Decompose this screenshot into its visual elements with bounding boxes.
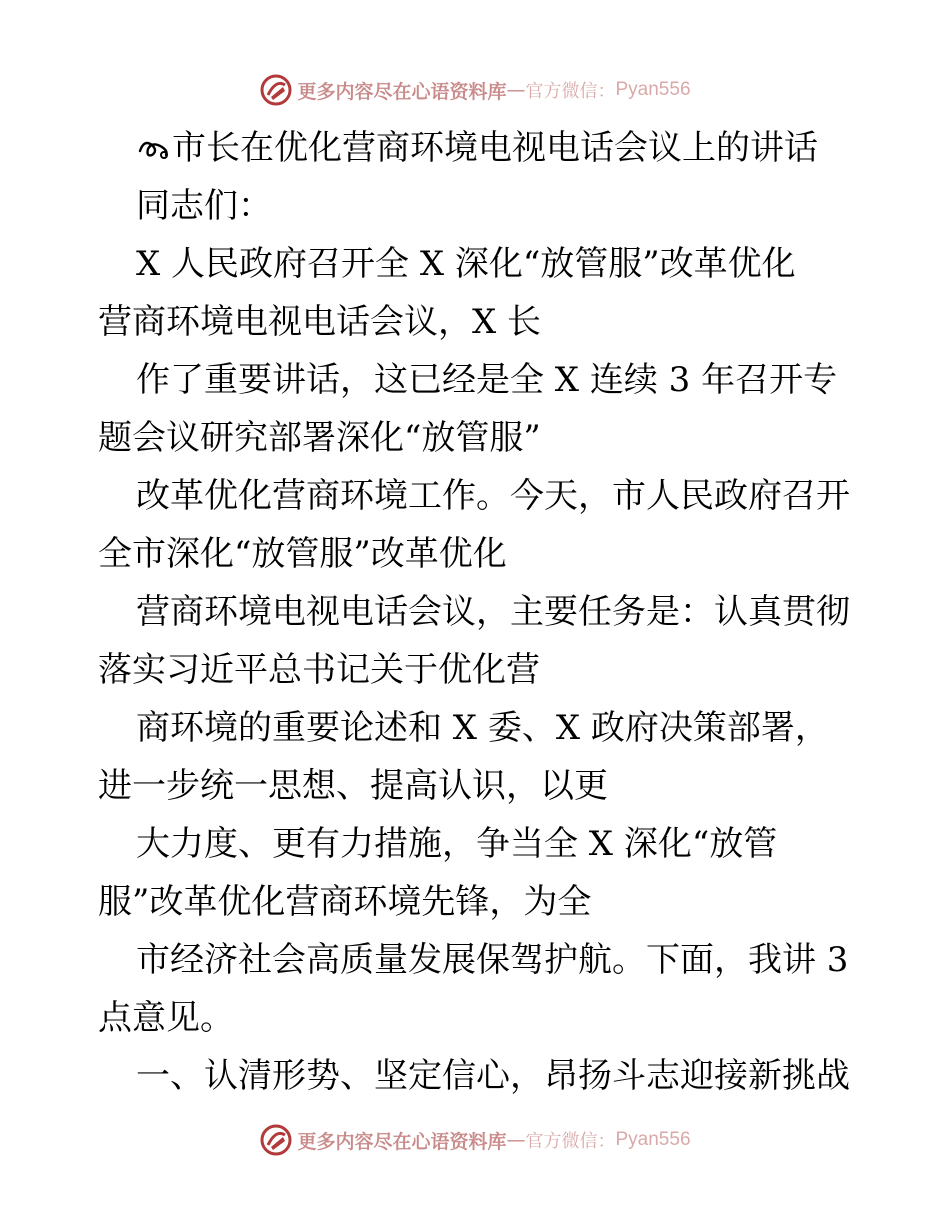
book-logo-icon (259, 1123, 293, 1157)
text-line: 改革优化营商环境工作。今天，市人民政府召开 (136, 476, 850, 516)
text-line: 题会议研究部署深化“放管服” (98, 418, 541, 458)
text-line: 营商环境电视电话会议，X 长 (98, 302, 542, 342)
watermark-dash: — (506, 1129, 526, 1151)
document-title-line (0, 128, 950, 168)
text-line: 全市深化“放管服”改革优化 (98, 534, 507, 574)
section-heading: 一、认清形势、坚定信心，昂扬斗志迎接新挑战 (136, 1056, 850, 1096)
text-line: 作了重要讲话，这已经是全 X 连续 3 年召开专 (136, 360, 838, 400)
watermark-id: Pyan556 (615, 1129, 691, 1150)
watermark-id: Pyan556 (615, 79, 691, 100)
watermark-header (0, 70, 950, 110)
watermark-label: 官方微信： (525, 1131, 616, 1152)
document-title: 市长在优化营商环境电视电话会议上的讲话 (172, 128, 818, 168)
text-line: 大力度、更有力措施，争当全 X 深化“放管 (136, 824, 778, 864)
text-line: 服”改革优化营商环境先锋，为全 (98, 882, 592, 922)
watermark-dash: — (506, 79, 526, 101)
book-logo-icon (259, 73, 293, 107)
text-line: 落实习近平总书记关于优化营 (98, 650, 540, 690)
text-line: 同志们： (136, 186, 272, 226)
text-line: 营商环境电视电话会议，主要任务是：认真贯彻 (136, 592, 850, 632)
watermark-main-text: 更多内容尽在心语资料库 (297, 80, 507, 103)
watermark-label: 官方微信： (525, 81, 616, 102)
text-line: X 人民政府召开全 X 深化“放管服”改革优化 (136, 244, 796, 284)
watermark-main-text: 更多内容尽在心语资料库 (297, 1130, 507, 1153)
text-line: 商环境的重要论述和 X 委、X 政府决策部署， (136, 708, 829, 748)
flourish-icon (136, 133, 172, 163)
text-line: 进一步统一思想、提高认识，以更 (98, 766, 608, 806)
text-line: 点意见。 (98, 998, 234, 1038)
watermark-footer (0, 1120, 950, 1160)
text-line: 市经济社会高质量发展保驾护航。下面，我讲 3 (136, 940, 849, 980)
